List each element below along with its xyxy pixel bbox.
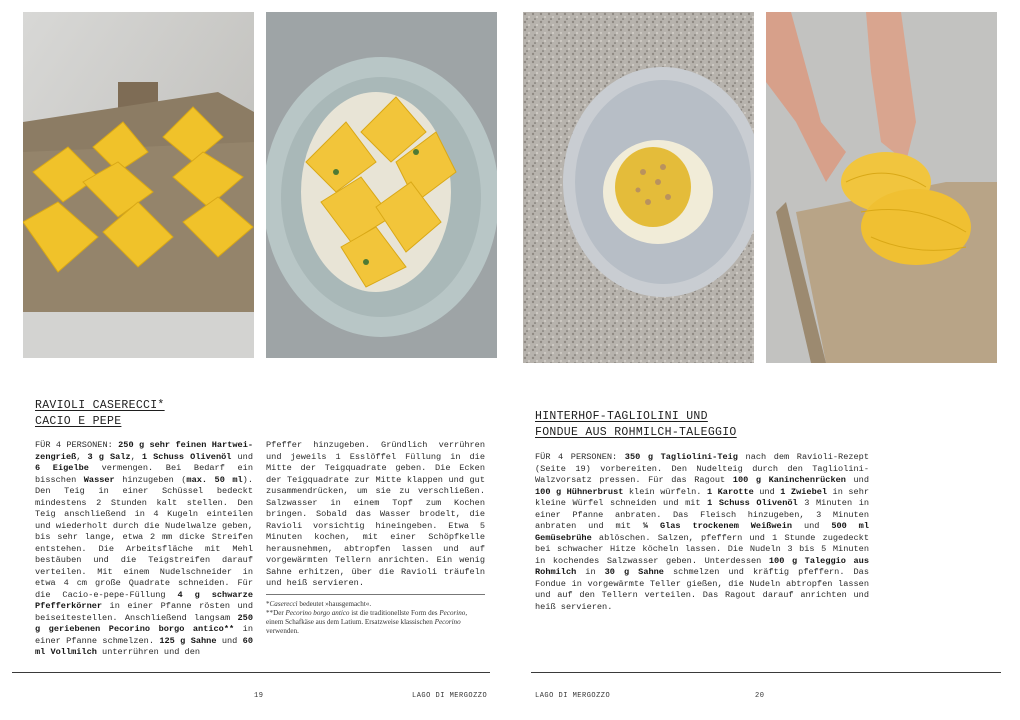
bold-ingredient: 1 Schuss Olivenöl bbox=[141, 451, 232, 462]
text-run: ist die traditionellste Form des bbox=[349, 609, 440, 617]
right-footer-title: LAGO DI MERGOZZO bbox=[535, 692, 611, 700]
left-footer-rule bbox=[12, 672, 490, 673]
footnote-divider bbox=[266, 594, 485, 595]
bold-ingredient: 100 g Hühnerbrust bbox=[535, 486, 624, 497]
text-run: verwenden. bbox=[266, 627, 299, 635]
fresh-tagliolini-hands-photo bbox=[766, 12, 997, 363]
footnote-1: *Casereccì bedeutet »hausgemacht«. bbox=[266, 600, 372, 608]
tagliolini-recipe-body bbox=[535, 452, 869, 613]
text-run: in einer Pfanne rösten und beiseitestellen. Anschließend langsam bbox=[35, 601, 253, 623]
bold-ingredient: 125 g Sahne bbox=[159, 635, 217, 646]
bold-ingredient: 3 g Salz bbox=[87, 451, 131, 462]
text-run: und bbox=[792, 521, 832, 531]
text-run: bedeutet »hausgemacht«. bbox=[297, 600, 372, 608]
recipe-title-ravioli bbox=[35, 398, 165, 430]
bold-ingredient: 100 g Kaninchenrücken bbox=[732, 475, 846, 485]
text-run: in sehr kleine Würfel schneiden und mit bbox=[535, 486, 870, 508]
ravioli-recipe-column-1 bbox=[35, 440, 253, 659]
bold-ingredient: 1 Schuss Olivenöl bbox=[707, 498, 798, 508]
heading-line-1: HINTERHOF-TAGLIOLINI UND bbox=[535, 410, 708, 423]
left-footer-title: LAGO DI MERGOZZO bbox=[412, 692, 488, 700]
bold-ingredient: 100 g Taleggio aus Rohmilch bbox=[535, 555, 869, 577]
tagliolini-plate-photo bbox=[523, 12, 754, 363]
page-number-20: 20 bbox=[755, 692, 765, 700]
ravioli-recipe-column-2 bbox=[266, 440, 485, 590]
italic-term: Pecorino bbox=[439, 609, 466, 617]
text-run: nach dem Ravioli-Rezept (Seite 19) vorbereiten. Den Nudelteig durch den Tagliolini-Walzvorsatz pressen. Für das Ragout bbox=[535, 452, 869, 485]
bold-ingredient: ¼ Glas trockenem Weißwein bbox=[642, 521, 793, 531]
heading-line-1: RAVIOLI CASERECCI* bbox=[35, 399, 165, 412]
footnote-2 bbox=[266, 609, 485, 636]
text-run: hinzugeben ( bbox=[114, 474, 187, 485]
text-run: , bbox=[130, 451, 142, 462]
text-run: ). Den Teig in einer Schüssel bedeckt mindestens 2 Stunden kalt stellen. Den Teig anschließend in 4 Kugeln einteilen und wiederholt durch die Nudelwalze geben, bis sehr lange, etwa 2 mm dicke Streifen entstehen. Die Arbeitsfläche mit Mehl bestäuben und die Teigstreifen darauf verteilen. Mit einem Nudelschneider in etwa 4 cm große Quadrate schneiden. Für die Cacio-e-pepe-Füllung bbox=[35, 474, 253, 600]
bold-ingredient: 1 Karotte bbox=[706, 486, 754, 497]
italic-term: Casereccì bbox=[269, 600, 298, 608]
bold-ingredient: 4 g schwarze Pfefferkörner bbox=[35, 589, 253, 611]
bold-ingredient: 250 g geriebenen Pecorino borgo antico** bbox=[35, 612, 253, 634]
bold-ingredient: max. 50 ml bbox=[186, 474, 243, 485]
ravioli-on-board-photo bbox=[23, 12, 254, 358]
bold-ingredient: 60 ml Vollmilch bbox=[35, 635, 253, 657]
text-run: FÜR 4 PERSONEN: bbox=[35, 440, 119, 450]
right-footer-rule bbox=[531, 672, 1001, 673]
heading-line-2: FONDUE AUS ROHMILCH-TALEGGIO bbox=[535, 426, 737, 439]
text-run: , einem Schafkäse aus dem Latium. Ersatzweise klassischen bbox=[266, 609, 468, 626]
text-run: vermengen. Bei Bedarf ein bisschen bbox=[35, 463, 253, 485]
text-run: 3 Minuten in einer Pfanne anbraten. Das Fleisch hinzugeben, 3 Minuten anbraten und mit bbox=[535, 498, 870, 531]
bold-ingredient: Wasser bbox=[83, 474, 115, 485]
text-run: ablöschen. Salzen, pfeffern und 1 Stunde zugedeckt bei schwacher Hitze köcheln lassen. Die Nudeln 3 bis 5 Minuten in kochendes Salzwasser geben. Unterdessen bbox=[535, 532, 869, 566]
ravioli-plate-photo bbox=[266, 12, 497, 358]
text-run: und bbox=[753, 486, 781, 497]
text-run: in bbox=[576, 567, 605, 577]
text-run: in einer Pfanne schmelzen. bbox=[35, 624, 253, 646]
text-run: **Der bbox=[266, 609, 286, 617]
bold-ingredient: 350 g Tagliolini-Teig bbox=[624, 452, 738, 462]
text-run: schmelzen und kräftig pfeffern. Das Fondue in vorgewärmte Teller gießen, die Nudeln abtropfen lassen und auf den Tellern verteilen. Das Ragout darauf anrichten und heiß servieren. bbox=[535, 567, 869, 612]
footnotes bbox=[266, 600, 485, 636]
page-number-19: 19 bbox=[254, 692, 264, 700]
italic-term: Pecorino bbox=[434, 618, 461, 626]
bold-ingredient: 500 ml Gemüsebrühe bbox=[535, 521, 869, 543]
text-run: und bbox=[231, 451, 253, 462]
text-run: und bbox=[216, 635, 243, 646]
text-run: klein würfeln. bbox=[623, 486, 707, 497]
italic-term: Pecorino borgo antico bbox=[285, 609, 350, 617]
bold-ingredient: 250 g sehr feinen Hartwei-zengrieß bbox=[35, 440, 254, 462]
bold-ingredient: 6 Eigelbe bbox=[35, 463, 89, 473]
text-run: , bbox=[76, 451, 88, 462]
text-run: unterrühren und den bbox=[96, 647, 201, 657]
text-run: FÜR 4 PERSONEN: bbox=[535, 452, 625, 462]
bold-ingredient: 1 Zwiebel bbox=[780, 486, 828, 497]
recipe-title-tagliolini bbox=[535, 409, 737, 441]
text-run: und bbox=[845, 475, 869, 485]
text-run: Pfeffer hinzugeben. Gründlich verrühren und jeweils 1 Esslöffel Füllung in die Mitte der Teigquadrate geben. Die Ecken der Teigquadrate zur Mitte klappen und gut zusammendrücken, um sie zu verschließen. Salzwasser in einem Topf zum Kochen bringen. Sobald das Wasser brodelt, die Ravioli vorsichtig hineingeben. Etwa 5 Minuten kochen, mit einer Schöpfkelle herausnehmen, abtropfen lassen und auf vorgewärmten Tellern anrichten. Ein wenig Sahne erhitzen, über die Ravioli träufeln und heiß servieren. bbox=[266, 440, 485, 588]
heading-line-2: CACIO E PEPE bbox=[35, 415, 122, 428]
bold-ingredient: 30 g Sahne bbox=[604, 567, 664, 577]
